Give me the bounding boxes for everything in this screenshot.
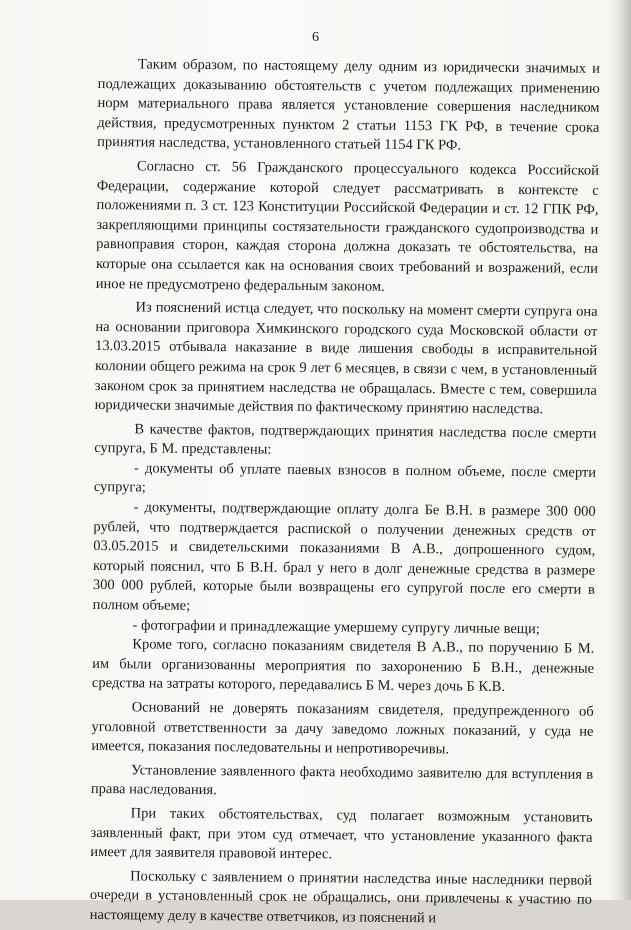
paragraph-7: Установление заявленного факта необходимо заявителю для вступления в права наследования. [90,762,594,799]
paragraph-3: Из пояснений истца следует, что поскольку на момент смерти супруга она на основании приговора Химкинского городского суда Московской области от 13.03.2015 отбывала наказание в виде лишения свободы в исправительной колонии общего режима на срок 9 лет 6 месяцев, в связи с чем, в установленный законом срок за принятием наследства не обращалась. Вместе с тем, совершила юридически значимые действия по фактическому принятию наследства. [94,299,598,418]
list-item-1: - документы об уплате паевых взносов в полном объеме, после смерти супруга; [93,460,597,496]
paragraph-1: Таким образом, по настоящему делу одним из юридически значимых и подлежащих доказыванию обстоятельств с учетом подлежащих применению норм материального права является установление совершения наследником действия, предусмотренных пунктом 2 статьи 1153 ГК РФ, в течение срока принятия наследства, установленного статьей 1154 ГК РФ. [97,56,600,154]
paragraph-2: Согласно ст. 56 Гражданского процессуального кодекса Российской Федерации, содержание которой следует рассматривать в контексте с положениями п. 3 ст. 123 Конституции Российской Федерации и ст. 12 ГПК РФ, закрепляющими принципы состязательности гражданского судопроизводства и равноправия сторон, каждая сторона должна доказать те обстоятельства, на которые она ссылается как на основания своих требований и возражений, если иное не предусмотрено федеральным законом. [95,158,599,295]
list-item-2: - документы, подтверждающие оплату долга Бе В.Н. в размере 300 000 рублей, что подтверждается распиской о получении денежных средств от 03.05.2015 и свидетельскими показаниями В А.В., допрошенного судом, который пояснил, что Б В.Н. брал у него в долг денежные средства в размере 300 000 рублей, которые были возвращены его супругой после его смерти в полном объеме; [92,499,596,614]
document-body [90,55,600,930]
paragraph-5: Кроме того, согласно показаниям свидетеля В А.В., по поручению Б М. им были организованны мероприятия по захоронению Б В.Н., денежные средства на затраты которого, передавались Б М. через дочь Б К.В. [91,636,595,696]
page-edge-shadow [609,0,631,900]
paragraph-8: При таких обстоятельствах, суд полагает возможным установить заявленный факт, при этом суд отмечает, что установление указанного факта имеет для заявителя правовой интерес. [90,805,593,863]
paragraph-4: В качестве фактов, подтверждающих принятия наследства после смерти супруга, Б М. представлены: [94,421,597,458]
paragraph-9: Поскольку с заявлением о принятии наследства иные наследники первой очереди в установленный срок не обращались, они привлечены к участию по настоящему делу в качестве ответчиков, из пояснений и [89,868,593,927]
list-item-3: - фотографии и принадлежащие умершему супругу личные вещи; [132,616,540,637]
page-number: 6 [312,30,319,45]
paragraph-6: Оснований не доверять показаниям свидетеля, предупрежденного об уголовной ответственности за дачу заведомо ложных показаний, у суда не имеется, показания последовательны и непротиворечивы. [91,699,594,758]
